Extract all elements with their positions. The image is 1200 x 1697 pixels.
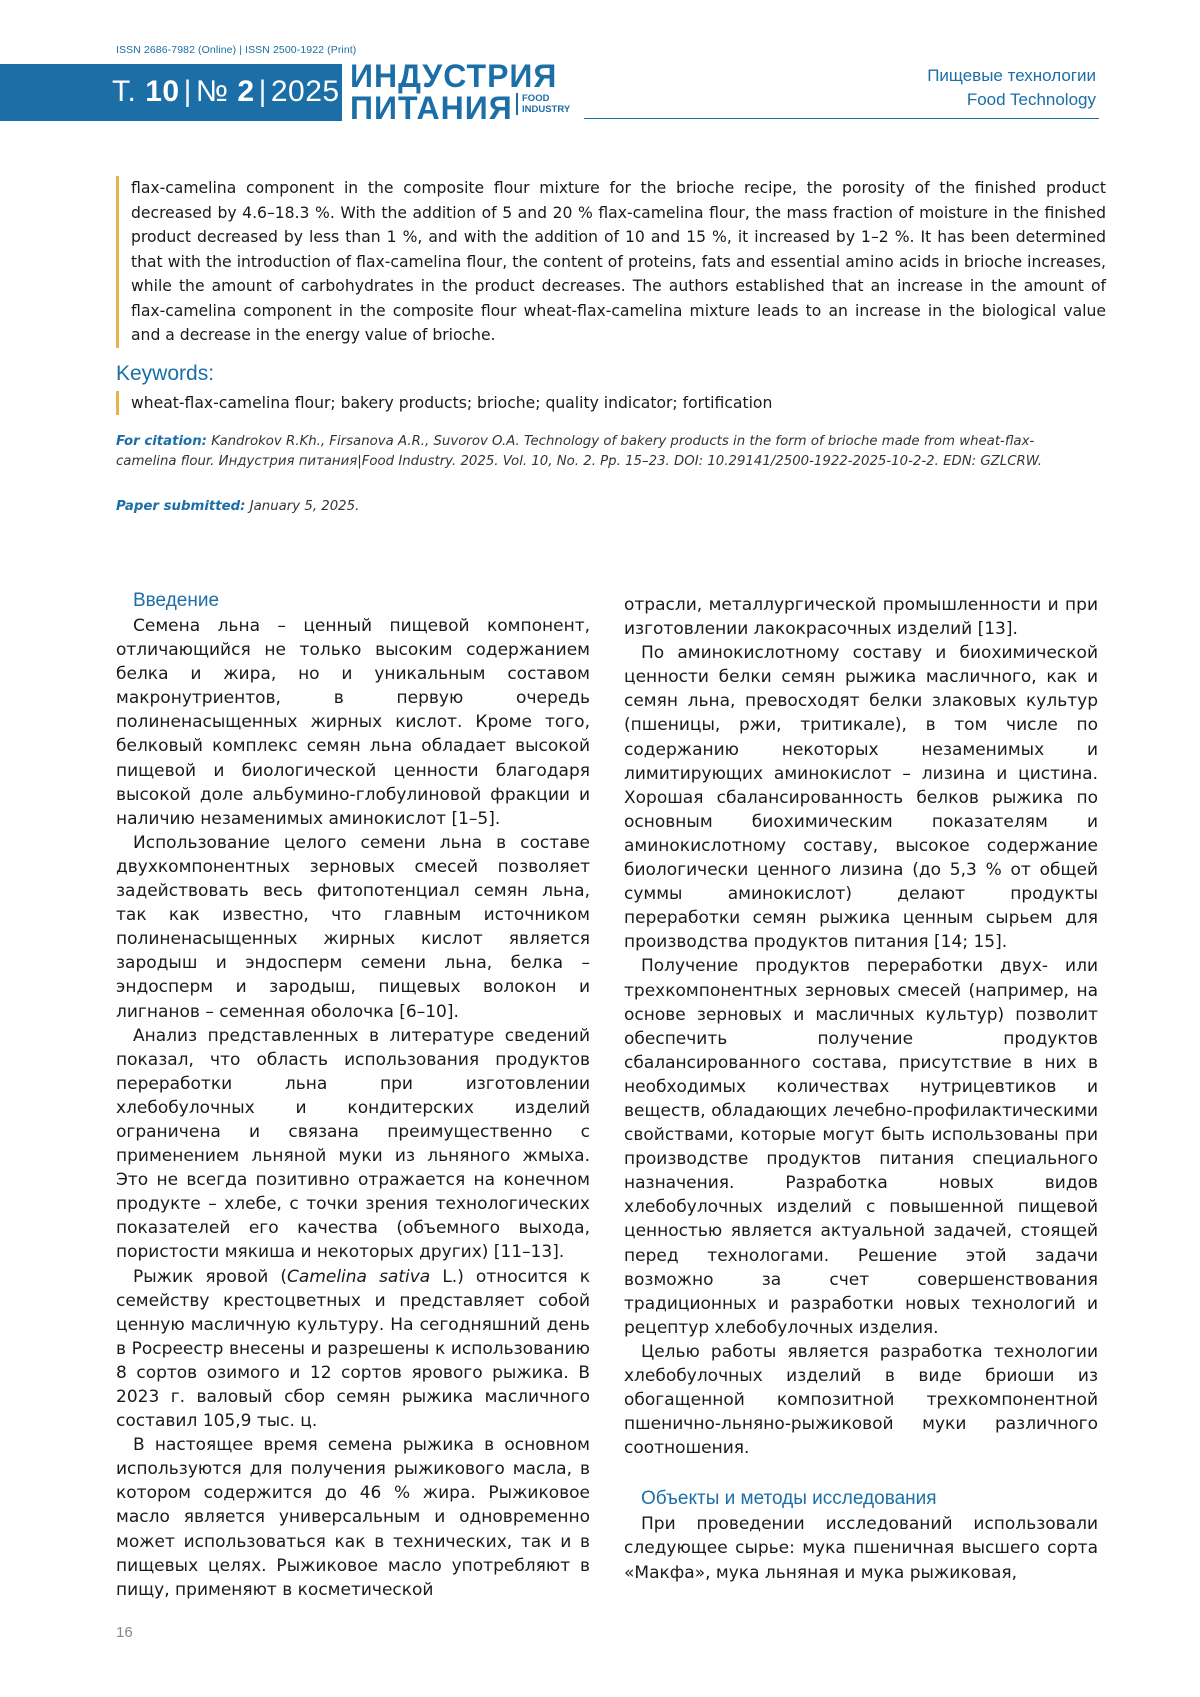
- keywords-text: wheat-flax-camelina flour; bakery products; brioche; quality indicator; fortification: [116, 391, 772, 415]
- paragraph: По аминокислотному составу и биохимической ценности белки семян рыжика масличного, как и семян льна, превосходят белки злаковых культур (пшеницы, ржи, тритикале), в том числе по содержанию некоторых незаменимых и лимитирующих аминокислот – лизина и цистина. Хорошая сбалансированность белков рыжика по основным биохимическим показателям и аминокислотному составу, высокое содержание биологически ценного лизина (до 5,3 % от общей суммы аминокислот) делают продукты переработки семян рыжика ценным сырьем для производства продуктов питания [14; 15].: [624, 643, 1098, 953]
- paragraph-text: L.) относится к семейству крестоцветных и представляет собой ценную масличную культуру. На сегодняшний день в Росреестр внесены и разрешены к использованию 8 сортов озимого и 12 сортов ярового рыжика. В 2023 г. валовый сбор семян рыжика масличного составил 105,9 тыс. ц.: [116, 1266, 590, 1432]
- abstract-continuation: flax-camelina component in the composite flour mixture for the brioche recipe, the porosity of the finished product decreased by 4.6–18.3 %. With the addition of 5 and 20 % flax-camelina flour, the mass fraction of moisture in the finished product decreased by less than 1 %, and with the addition of 10 and 15 %, it increased by 1–2 %. It has been determined that with the introduction of flax-camelina flour, the content of proteins, fats and essential amino acids in brioche increases, while the amount of carbohydrates in the product decreases. The authors established that an increase in the amount of flax-camelina component in the composite flour wheat-flax-camelina mixture leads to an increase in the biological value and a decrease in the energy value of brioche.: [116, 176, 1106, 348]
- citation-label: For citation:: [116, 434, 207, 449]
- page-number: 16: [116, 1624, 133, 1641]
- column-right: [624, 593, 1098, 1585]
- paragraph: Использование целого семени льна в составе двухкомпонентных зерновых смесей позволяет задействовать весь фитопотенциал семян льна, так как известно, что главным источником полиненасыщенных жирных кислот является зародыш и эндосперм семени льна, белка – эндосперм и зародыш, пищевых волокон и лигнанов – семенная оболочка [6–10].: [116, 832, 590, 1022]
- journal-brand-line1: ИНДУСТРИЯ: [350, 58, 558, 94]
- paragraph: Семена льна – ценный пищевой компонент, отличающийся не только высоким содержанием белка и жира, но и уникальным составом макронутриентов, в первую очередь полиненасыщенных жирных кислот. Кроме того, белковый комплекс семян льна обладает высокой пищевой и биологической ценности благодаря высокой доле альбумино-глобулиновой фракции и наличию незаменимых аминокислот [1–5].: [116, 616, 590, 829]
- brand-sub-line2: INDUSTRY: [522, 104, 571, 115]
- paragraph: Целью работы является разработка технологии хлебобулочных изделий в виде бриоши из обогащенной композитной трехкомпонентной пшенично-льняно-рыжиковой муки различного соотношения.: [624, 1341, 1098, 1459]
- submitted-date: January 5, 2025.: [249, 499, 360, 514]
- year: 2025: [270, 75, 340, 108]
- paragraph: отрасли, металлургической промышленности и при изготовлении лакокрасочных изделий [13].: [624, 595, 1098, 640]
- submitted-line: [116, 497, 359, 517]
- header-rule: [584, 118, 1099, 119]
- issn-line: ISSN 2686-7982 (Online) | ISSN 2500-1922 (Print): [116, 44, 357, 56]
- brand-sub-line1: FOOD: [522, 93, 550, 104]
- citation-text: Kandrokov R.Kh., Firsanova A.R., Suvorov O.A. Technology of bakery products in the form of brioche made from wheat-flax-camelina flour. Индустрия питания|Food Industry. 2025. Vol. 10, No. 2. Pp. 15–23. DOI: 10.29141/2500-1922-2025-10-2-2. EDN: GZLCRW.: [116, 434, 1043, 469]
- issue-number: 2: [237, 75, 255, 108]
- submitted-label: Paper submitted:: [116, 499, 246, 514]
- journal-brand-sub: [516, 93, 586, 115]
- paragraph: [116, 1265, 590, 1434]
- volume-issue-label: Т. 10 | № 2 | 2025: [112, 75, 340, 108]
- section-title-intro: Введение: [133, 590, 220, 611]
- vol-prefix: Т.: [112, 75, 137, 108]
- paragraph: Получение продуктов переработки двух- или трехкомпонентных зерновых смесей (например, на основе зерновых и масличных культур) позволит обеспечить получение продуктов сбалансированного состава, присутствие в них в необходимых количествах нутрицевтиков и веществ, обладающих лечебно-профилактическими свойствами, которые могут быть использованы при производстве продуктов питания специального назначения. Разработка новых видов хлебобулочных изделий с повышенной пищевой ценностью является актуальной задачей, стоящей перед технологами. Решение этой задачи возможно за счет совершенствования традиционных и разработки новых технологий и рецептур хлебобулочных изделия.: [624, 956, 1098, 1338]
- paragraph: В настоящее время семена рыжика в основном используются для получения рыжикового масла, в котором содержится до 46 % жира. Рыжиковое масло является универсальным и одновременно может использоваться как в технических, так и в пищевых целях. Рыжиковое масло употребляют в пищу, применяют в косметической: [116, 1435, 590, 1600]
- citation: [116, 432, 1094, 472]
- rubric-en: Food Technology: [966, 90, 1096, 109]
- paragraph: При проведении исследований использовали следующее сырье: мука пшеничная высшего сорта «Макфа», мука льняная и мука рыжиковая,: [624, 1514, 1098, 1583]
- journal-brand-line2: ПИТАНИЯ: [350, 90, 513, 126]
- column-left: [116, 588, 590, 1602]
- paragraph-text: Рыжик яровой (: [133, 1266, 288, 1287]
- issue-label: №: [195, 75, 229, 108]
- section-title-methods: Объекты и методы исследования: [641, 1488, 937, 1510]
- paragraph: Анализ представленных в литературе сведений показал, что область использования продуктов переработки льна при изготовлении хлебобулочных и кондитерских изделий ограничена и связана преимущественно с применением льняной муки из льняного жмыха. Это не всегда позитивно отражается на конечном продукте – хлебе, с точки зрения технологических показателей его качества (объемного выхода, пористости мякиша и некоторых других) [11–13].: [116, 1025, 590, 1263]
- vol-number: 10: [145, 75, 180, 108]
- rubric-ru: Пищевые технологии: [927, 66, 1096, 85]
- latin-name: Camelina sativa: [287, 1266, 431, 1287]
- keywords-title: Keywords:: [116, 362, 215, 385]
